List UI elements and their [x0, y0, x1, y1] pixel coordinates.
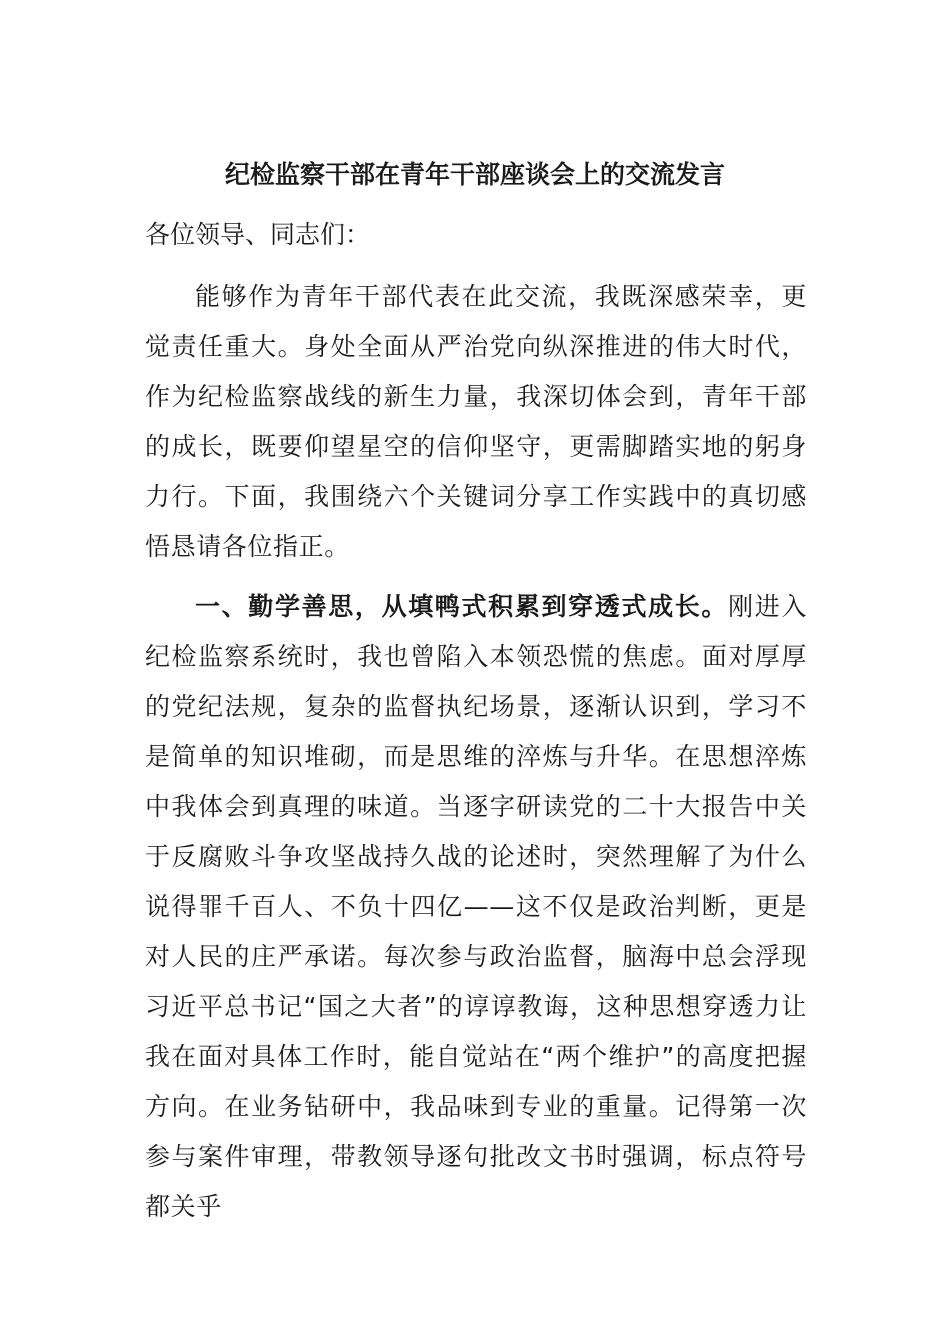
salutation: 各位领导、同志们： [145, 220, 371, 249]
paragraph-text: 刚进入纪检监察系统时，我也曾陷入本领恐慌的焦虑。面对厚厚的党纪法规，复杂的监督执纪场景，逐渐认识到，学习不是简单的知识堆砌，而是思维的淬炼与升华。在思想淬炼中我体会到真理的味道。当逐字研读党的二十大报告中关于反腐败斗争攻坚战持久战的论述时，突然理解了为什么说得罪千百人、不负十四亿——这不仅是政治判断，更是对人民的庄严承诺。每次参与政治监督，脑海中总会浮现习近平总书记“国之大者”的谆谆教诲，这种思想穿透力让我在面对具体工作时，能自觉站在“两个维护”的高度把握方向。在业务钻研中，我品味到专业的重量。记得第一次参与案件审理，带教领导逐句批改文书时强调，标点符号都关乎 [145, 592, 807, 1221]
paragraph-section-one [145, 582, 807, 1221]
document-title: 纪检监察干部在青年干部座谈会上的交流发言 [224, 160, 725, 189]
paragraph-text: 能够作为青年干部代表在此交流，我既深感荣幸，更觉责任重大。身处全面从严治党向纵深推进的伟大时代，作为纪检监察战线的新生力量，我深切体会到，青年干部的成长，既要仰望星空的信仰坚守，更需脚踏实地的躬身力行。下面，我围绕六个关键词分享工作实践中的真切感悟恳请各位指正。 [145, 282, 807, 561]
section-heading: 一、勤学善思，从填鸭式积累到穿透式成长。 [195, 592, 729, 621]
paragraph-intro [145, 272, 807, 572]
